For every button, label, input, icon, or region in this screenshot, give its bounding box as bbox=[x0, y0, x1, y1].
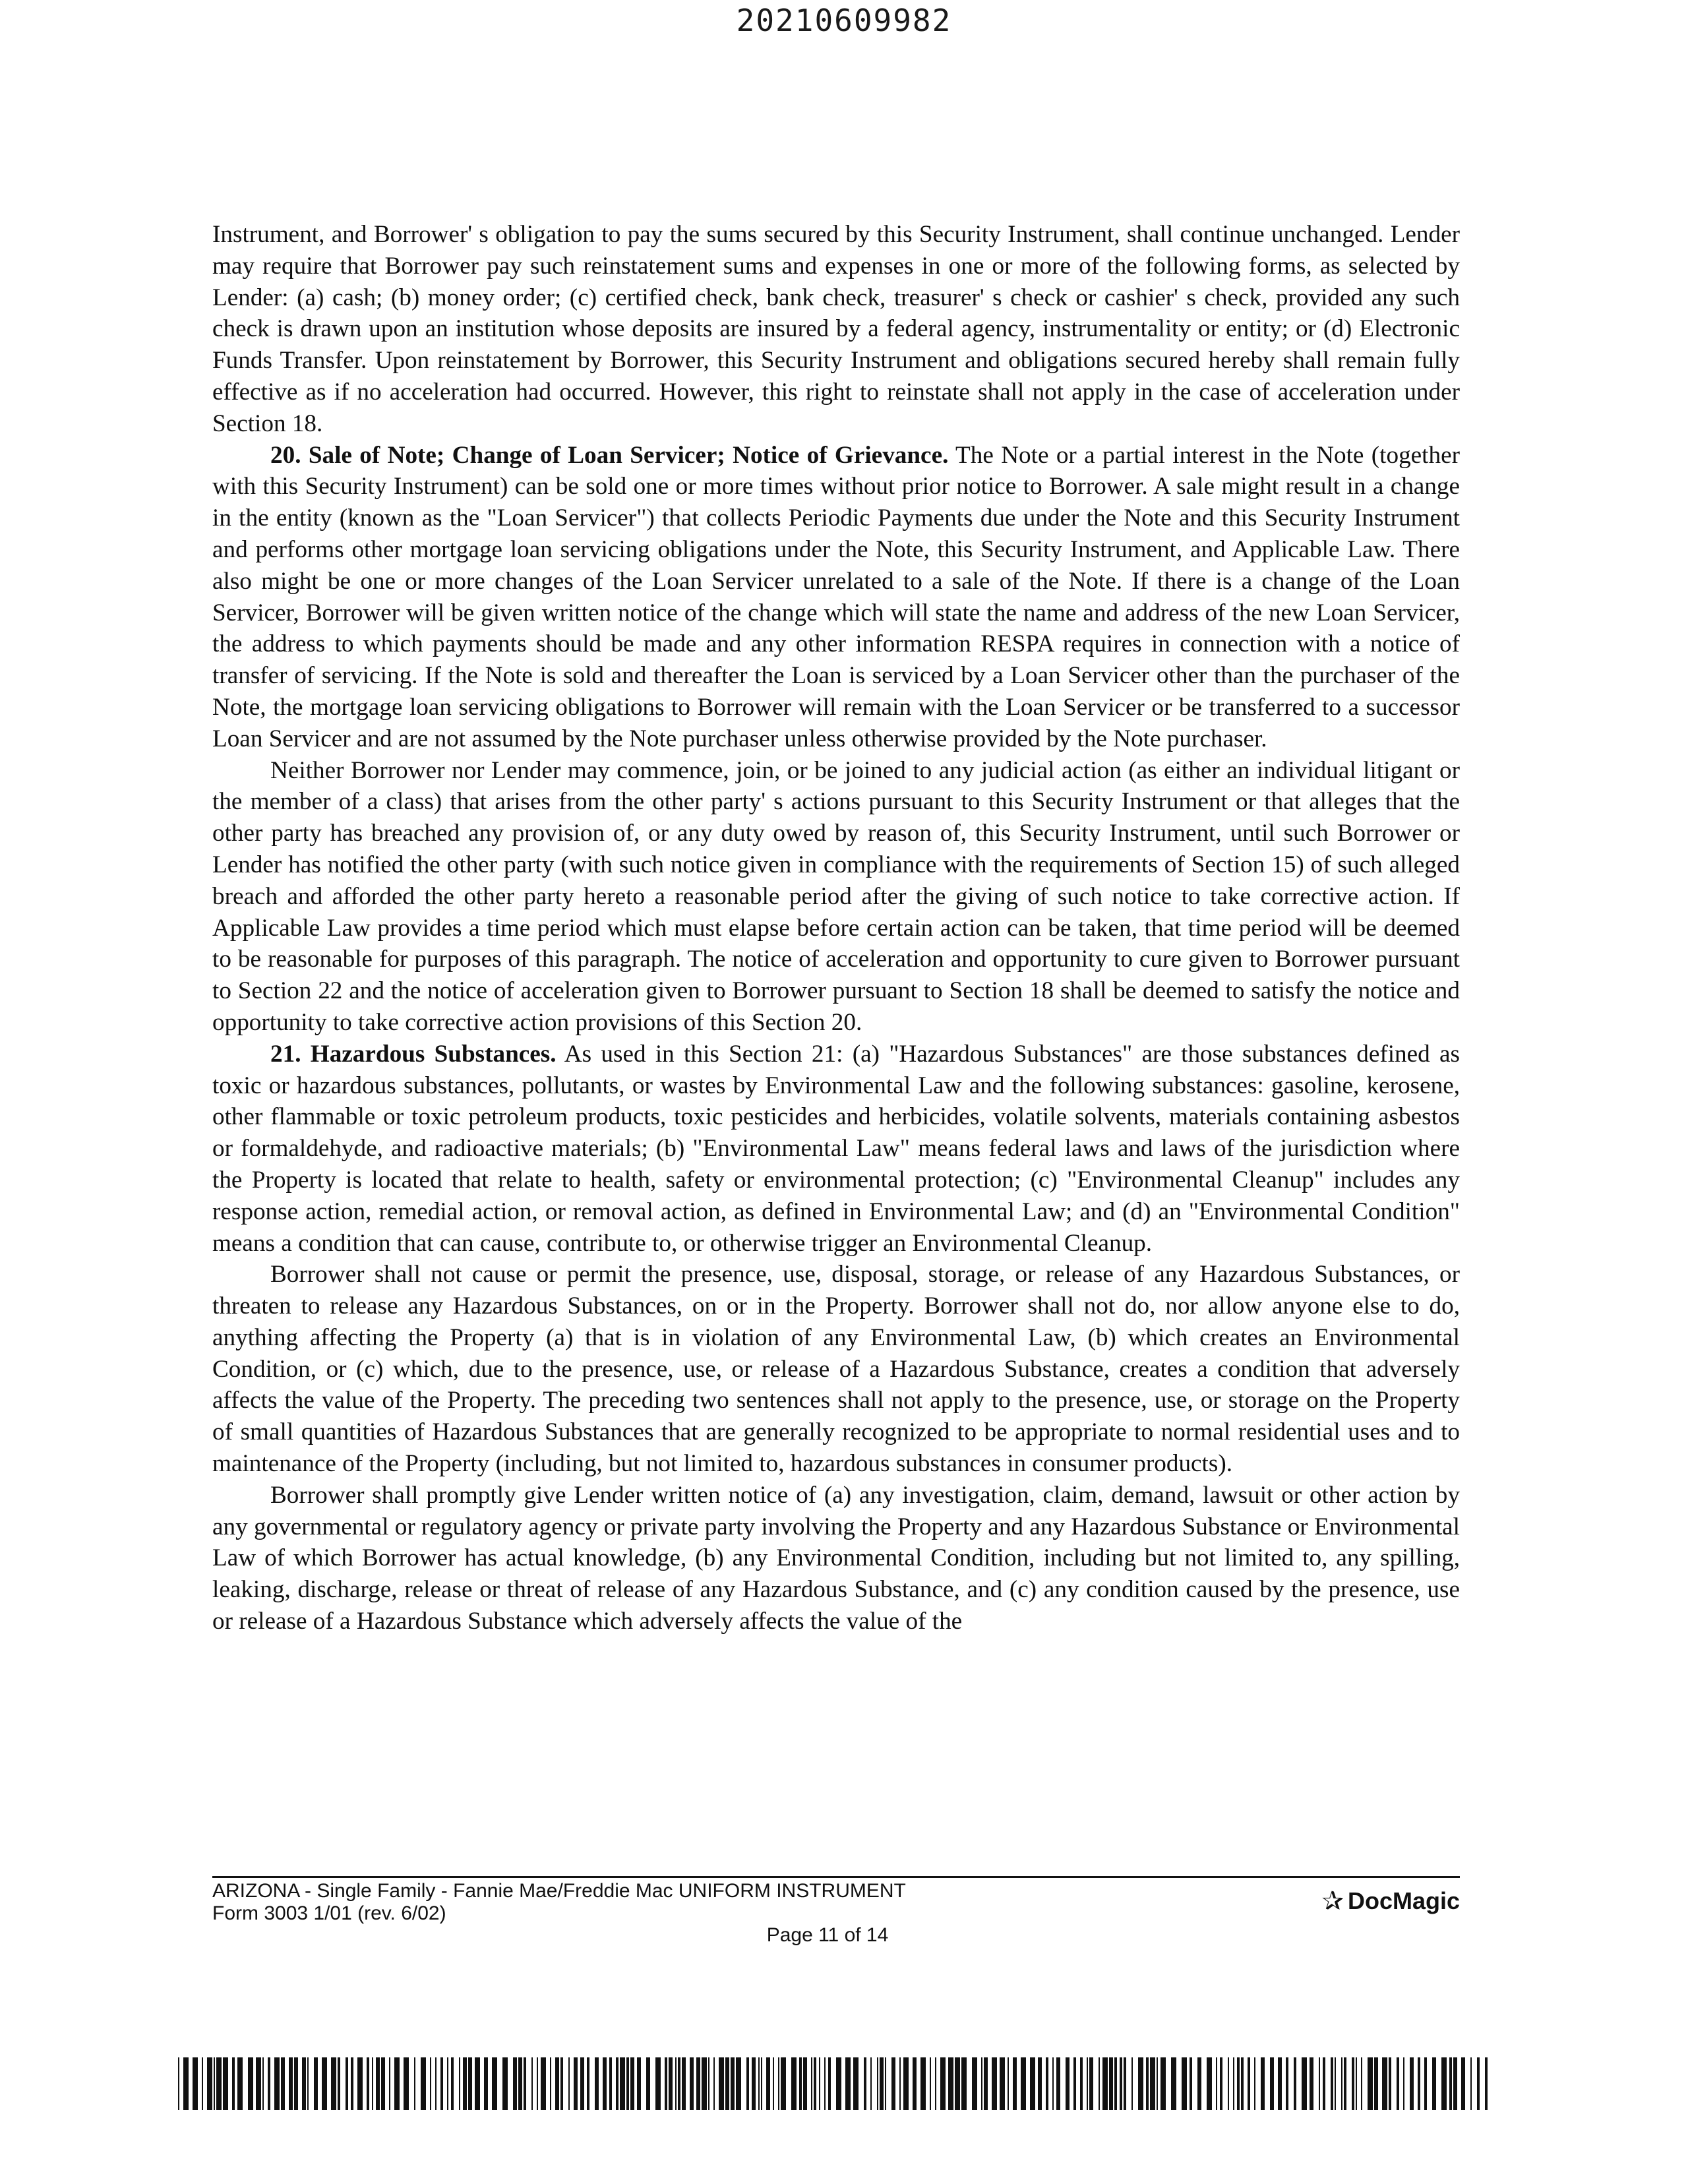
barcode-bar bbox=[1278, 2057, 1282, 2110]
barcode-bar bbox=[940, 2057, 946, 2110]
barcode-bar bbox=[307, 2057, 309, 2110]
barcode-bar bbox=[1197, 2057, 1201, 2110]
barcode-bar bbox=[1248, 2057, 1250, 2110]
barcode-bar bbox=[702, 2057, 707, 2110]
barcode-bar bbox=[484, 2057, 488, 2110]
barcode-bar bbox=[1389, 2057, 1391, 2110]
barcode-bar bbox=[690, 2057, 694, 2110]
barcode-bar bbox=[1410, 2057, 1414, 2110]
barcode-bar bbox=[713, 2057, 715, 2110]
barcode-bar bbox=[1449, 2057, 1452, 2110]
barcode-bar bbox=[828, 2057, 831, 2110]
barcode-bar bbox=[708, 2057, 709, 2110]
barcode-bar bbox=[637, 2057, 641, 2110]
barcode-bar bbox=[696, 2057, 700, 2110]
barcode-bar bbox=[891, 2057, 895, 2110]
barcode-bar bbox=[1485, 2057, 1488, 2110]
barcode-bar bbox=[1361, 2057, 1362, 2110]
barcode-bar bbox=[1080, 2057, 1083, 2110]
barcode-bar bbox=[719, 2057, 724, 2110]
barcode-bar bbox=[475, 2057, 480, 2110]
barcode-bar bbox=[351, 2057, 353, 2110]
paragraph-section-20 bbox=[212, 440, 1460, 755]
barcode-bar bbox=[1418, 2057, 1420, 2110]
barcode-bar bbox=[1310, 2057, 1313, 2110]
barcode-bar bbox=[1220, 2057, 1222, 2110]
paragraph bbox=[212, 755, 1460, 1039]
barcode-bar bbox=[731, 2057, 735, 2110]
barcode-bar bbox=[920, 2057, 926, 2110]
barcode-bar bbox=[414, 2057, 415, 2110]
barcode-bar bbox=[1099, 2057, 1100, 2110]
barcode-bar bbox=[1302, 2057, 1307, 2110]
barcode-bar bbox=[1066, 2057, 1070, 2110]
recording-number: 20210609982 bbox=[736, 3, 952, 38]
barcode-bar bbox=[289, 2057, 293, 2110]
barcode-bar bbox=[761, 2057, 762, 2110]
barcode-bar bbox=[1056, 2057, 1060, 2110]
paragraph bbox=[212, 1259, 1460, 1480]
barcode-bar bbox=[421, 2057, 426, 2110]
barcode-bar bbox=[1109, 2057, 1113, 2110]
barcode-bar bbox=[1403, 2057, 1404, 2110]
barcode-bar bbox=[1374, 2057, 1378, 2110]
barcode-bar bbox=[1120, 2057, 1122, 2110]
paragraph-text: The Note or a partial interest in the Note (together with this Security Instrument) can be sold one or more times without prior notice to Borrower. A sale might result in a change in the entity (known as the "Loan Servicer") that collects Periodic Payments due under the Note and this Security Instrument and performs other mortgage loan servicing obligations under the Note, this Security Instrument, and Applicable Law. There also might be one or more changes of the Loan Servicer unrelated to a sale of the Note. If there is a change of the Loan Servicer, Borrower will be given written notice of the change which will state the name and address of the new Loan Servicer, the address to which payments should be made and any other information RESPA requires in connection with a notice of transfer of servicing. If the Note is sold and thereafter the Loan is serviced by a Loan Servicer other than the purchaser of the Note, the mortgage loan servicing obligations to Borrower will remain with the Loan Servicer or be transferred to a successor Loan Servicer and are not assumed by the Note purchaser unless otherwise provided by the Note purchaser. bbox=[212, 441, 1460, 752]
barcode-bar bbox=[372, 2057, 373, 2110]
barcode-bar bbox=[541, 2057, 546, 2110]
barcode-bar bbox=[1323, 2057, 1325, 2110]
barcode-bar bbox=[766, 2057, 770, 2110]
barcode-bar bbox=[193, 2057, 198, 2110]
barcode-bar bbox=[595, 2057, 599, 2110]
barcode-bar bbox=[1038, 2057, 1042, 2110]
barcode-bar bbox=[357, 2057, 363, 2110]
barcode-bar bbox=[268, 2057, 270, 2110]
barcode-bar bbox=[1008, 2057, 1009, 2110]
barcode-bar bbox=[984, 2057, 988, 2110]
barcode-bar bbox=[1102, 2057, 1108, 2110]
barcode-bar bbox=[537, 2057, 538, 2110]
barcode-bar bbox=[524, 2057, 526, 2110]
barcode-bar bbox=[468, 2057, 472, 2110]
paragraph-text: As used in this Section 21: (a) "Hazardous Substances" are those substances defined as toxic or hazardous substances, pollutants, or wastes by Environmental Law and the following substances: gasoline, kerosene, other flammable or toxic petroleum products, toxic pesticides and herbicides, volatile solvents, materials containing asbestos or formaldehyde, and radioactive materials; (b) "Environmental Law" means federal laws and laws of the jurisdiction where the Property is located that relate to health, safety or environmental protection; (c) "Environmental Cleanup" includes any response action, remedial action, or removal action, as defined in Environmental Law; and (d) an "Environmental Condition" means a condition that can cause, contribute to, or otherwise trigger an Environmental Cleanup. bbox=[212, 1040, 1460, 1257]
barcode-bar bbox=[346, 2057, 348, 2110]
barcode-bar bbox=[1124, 2057, 1126, 2110]
barcode-bar bbox=[1030, 2057, 1035, 2110]
barcode-bar bbox=[853, 2057, 859, 2110]
barcode-bar bbox=[824, 2057, 826, 2110]
barcode-bar bbox=[223, 2057, 228, 2110]
barcode-bar bbox=[1052, 2057, 1054, 2110]
barcode-bar bbox=[778, 2057, 779, 2110]
form-number: Form 3003 1/01 (rev. 6/02) bbox=[212, 1902, 446, 1924]
barcode-bar bbox=[178, 2057, 179, 2110]
barcode-bar bbox=[819, 2057, 820, 2110]
barcode-bar bbox=[294, 2057, 298, 2110]
star-icon: ✰ bbox=[1321, 1887, 1344, 1916]
document-body bbox=[212, 219, 1460, 1637]
barcode-bar bbox=[948, 2057, 953, 2110]
barcode-bar bbox=[913, 2057, 917, 2110]
barcode-bar bbox=[447, 2057, 448, 2110]
barcode-bar bbox=[791, 2057, 797, 2110]
barcode-bar bbox=[1368, 2057, 1373, 2110]
barcode-bar bbox=[1233, 2057, 1234, 2110]
barcode-bar bbox=[675, 2057, 677, 2110]
barcode-bar bbox=[1331, 2057, 1333, 2110]
barcode-bar bbox=[870, 2057, 872, 2110]
paragraph-text: Instrument, and Borrower' s obligation to pay the sums secured by this Security Instrument, shall continue unchanged. Lender may require that Borrower pay such reinstatement sums and expenses in one or more of the following forms, as selected by Lender: (a) cash; (b) money order; (c) certified check, bank check, treasurer' s check or cashier' s check, provided any such check is drawn upon an institution whose deposits are insured by a federal agency, instrumentality or entity; or (d) Electronic Funds Transfer. Upon reinstatement by Borrower, this Security Instrument and obligations secured hereby shall remain fully effective as if no acceleration had occurred. However, this right to reinstate shall not apply in the case of acceleration under Section 18. bbox=[212, 221, 1460, 437]
barcode-bar bbox=[248, 2057, 253, 2110]
barcode-bar bbox=[880, 2057, 884, 2110]
barcode-bar bbox=[845, 2057, 851, 2110]
paragraph-text: Borrower shall promptly give Lender written notice of (a) any investigation, claim, demand, lawsuit or other action by any governmental or regulatory agency or private party involving the Property and any Hazardous Substance or Environmental Law of which Borrower has actual knowledge, (b) any Environmental Condition, including but not limited to, any spilling, leaking, discharge, release or threat of release of any Hazardous Substance, and (c) any condition caused by the presence, use or release of a Hazardous Substance which adversely affects the value of the bbox=[212, 1481, 1460, 1635]
barcode-bar bbox=[367, 2057, 369, 2110]
barcode-bar bbox=[555, 2057, 559, 2110]
barcode-bar bbox=[492, 2057, 497, 2110]
section-heading: 20. Sale of Note; Change of Loan Servicer; Notice of Grievance. bbox=[270, 441, 949, 469]
barcode-bar bbox=[568, 2057, 570, 2110]
barcode-bar bbox=[214, 2057, 215, 2110]
barcode-bar bbox=[811, 2057, 812, 2110]
barcode-bar bbox=[1344, 2057, 1346, 2110]
barcode-bar bbox=[314, 2057, 318, 2110]
footer-divider bbox=[212, 1876, 1460, 1878]
barcode-bar bbox=[1270, 2057, 1274, 2110]
barcode-bar bbox=[630, 2057, 634, 2110]
barcode-bar bbox=[1190, 2057, 1192, 2110]
barcode-bar bbox=[961, 2057, 967, 2110]
barcode-bar bbox=[440, 2057, 443, 2110]
paragraph bbox=[212, 1480, 1460, 1637]
barcode-bar bbox=[746, 2057, 749, 2110]
barcode-bar bbox=[877, 2057, 878, 2110]
barcode-bar bbox=[1138, 2057, 1143, 2110]
barcode-bar bbox=[781, 2057, 786, 2110]
barcode-bar bbox=[799, 2057, 802, 2110]
barcode-bar bbox=[430, 2057, 431, 2110]
barcode-bar bbox=[262, 2057, 264, 2110]
barcode-bar bbox=[1160, 2057, 1166, 2110]
barcode-bar bbox=[1073, 2057, 1076, 2110]
barcode-bar bbox=[1432, 2057, 1436, 2110]
barcode-bar bbox=[1046, 2057, 1048, 2110]
barcode-bar bbox=[1397, 2057, 1399, 2110]
barcode-bar bbox=[603, 2057, 607, 2110]
barcode-bar bbox=[281, 2057, 285, 2110]
barcode-bar bbox=[1228, 2057, 1229, 2110]
form-title: ARIZONA - Single Family - Fannie Mae/Freddie Mac UNIFORM INSTRUMENT bbox=[212, 1880, 906, 1902]
barcode-bar bbox=[616, 2057, 618, 2110]
paragraph bbox=[212, 219, 1460, 440]
barcode-bar bbox=[1261, 2057, 1265, 2110]
barcode-bar bbox=[580, 2057, 584, 2110]
barcode-bar bbox=[885, 2057, 886, 2110]
barcode-bar bbox=[1131, 2057, 1133, 2110]
barcode-bar bbox=[216, 2057, 222, 2110]
barcode-bar bbox=[955, 2057, 960, 2110]
barcode-bar bbox=[609, 2057, 612, 2110]
barcode-bar bbox=[1237, 2057, 1240, 2110]
barcode-bar bbox=[626, 2057, 629, 2110]
page-number: Page 11 of 14 bbox=[766, 1924, 889, 1946]
barcode-bar bbox=[1146, 2057, 1149, 2110]
barcode-bar bbox=[1335, 2057, 1336, 2110]
barcode-bar bbox=[972, 2057, 977, 2110]
barcode-bar bbox=[183, 2057, 189, 2110]
barcode-bar bbox=[207, 2057, 212, 2110]
barcode-bar bbox=[930, 2057, 931, 2110]
barcode-bar bbox=[502, 2057, 508, 2110]
barcode-bar bbox=[1382, 2057, 1387, 2110]
barcode bbox=[178, 2057, 1492, 2110]
barcode-bar bbox=[669, 2057, 673, 2110]
barcode-bar bbox=[463, 2057, 467, 2110]
paragraph-text: Neither Borrower nor Lender may commence, join, or be joined to any judicial action (as either an individual litigant or the member of a class) that arises from the other party' s actions pursuant to this Security Instrument or that alleges that the other party has breached any provision of, or any duty owed by reason of, this Security Instrument, until such Borrower or Lender has notified the other party (with such notice given in compliance with the requirements of Section 15) of such alleged breach and afforded the other party hereto a reasonable period after the giving of such notice to take corrective action. If Applicable Law provides a time period which must elapse before certain action can be taken, that time period will be deemed to be reasonable for purposes of this paragraph. The notice of acceleration and opportunity to cure given to Borrower pursuant to Section 22 and the notice of acceleration given to Borrower pursuant to Section 18 shall be deemed to satisfy the notice and opportunity to take corrective action provisions of this Section 20. bbox=[212, 756, 1460, 1036]
barcode-bar bbox=[1157, 2057, 1158, 2110]
barcode-bar bbox=[682, 2057, 686, 2110]
barcode-bar bbox=[322, 2057, 327, 2110]
barcode-bar bbox=[513, 2057, 517, 2110]
barcode-bar bbox=[646, 2057, 650, 2110]
barcode-bar bbox=[302, 2057, 306, 2110]
barcode-bar bbox=[232, 2057, 235, 2110]
barcode-bar bbox=[655, 2057, 661, 2110]
barcode-bar bbox=[665, 2057, 667, 2110]
barcode-bar bbox=[1021, 2057, 1026, 2110]
barcode-bar bbox=[389, 2057, 390, 2110]
section-heading: 21. Hazardous Substances. bbox=[270, 1040, 557, 1068]
barcode-bar bbox=[587, 2057, 589, 2110]
barcode-bar bbox=[1286, 2057, 1288, 2110]
barcode-bar bbox=[1171, 2057, 1176, 2110]
barcode-bar bbox=[1461, 2057, 1465, 2110]
barcode-bar bbox=[1470, 2057, 1472, 2110]
barcode-bar bbox=[992, 2057, 997, 2110]
barcode-bar bbox=[338, 2057, 340, 2110]
barcode-bar bbox=[1441, 2057, 1447, 2110]
barcode-bar bbox=[1000, 2057, 1005, 2110]
barcode-bar bbox=[451, 2057, 454, 2110]
barcode-bar bbox=[1241, 2057, 1244, 2110]
barcode-bar bbox=[836, 2057, 841, 2110]
barcode-bar bbox=[899, 2057, 901, 2110]
barcode-bar bbox=[678, 2057, 680, 2110]
barcode-bar bbox=[1341, 2057, 1342, 2110]
barcode-bar bbox=[381, 2057, 385, 2110]
barcode-bar bbox=[620, 2057, 625, 2110]
barcode-bar bbox=[725, 2057, 729, 2110]
barcode-bar bbox=[1424, 2057, 1427, 2110]
barcode-bar bbox=[531, 2057, 533, 2110]
barcode-bar bbox=[560, 2057, 563, 2110]
barcode-bar bbox=[274, 2057, 280, 2110]
barcode-bar bbox=[1207, 2057, 1212, 2110]
barcode-bar bbox=[256, 2057, 261, 2110]
barcode-bar bbox=[981, 2057, 982, 2110]
barcode-bar bbox=[376, 2057, 380, 2110]
barcode-bar bbox=[1114, 2057, 1117, 2110]
barcode-bar bbox=[803, 2057, 807, 2110]
barcode-bar bbox=[1216, 2057, 1217, 2110]
barcode-bar bbox=[752, 2057, 756, 2110]
barcode-bar bbox=[435, 2057, 437, 2110]
paragraph-text: Borrower shall not cause or permit the presence, use, disposal, storage, or release of any Hazardous Substances, or threaten to release any Hazardous Substances, on or in the Property. Borrower shall not do, nor allow anyone else to do, anything affecting the Property (a) that is in violation of any Environmental Law, (b) which creates an Environmental Condition, or (c) which, due to the presence, use, or release of a Hazardous Substance, creates a condition that adversely affects the value of the Property. The preceding two sentences shall not apply to the presence, use, or storage on the Property of small quantities of Hazardous Substances that are generally recognized to be appropriate to normal residential uses and to maintenance of the Property (including, but not limited to, hazardous substances in consumer products). bbox=[212, 1261, 1460, 1478]
barcode-bar bbox=[1013, 2057, 1017, 2110]
barcode-bar bbox=[1477, 2057, 1480, 2110]
barcode-bar bbox=[1150, 2057, 1155, 2110]
barcode-bar bbox=[1087, 2057, 1088, 2110]
barcode-bar bbox=[459, 2057, 460, 2110]
barcode-bar bbox=[518, 2057, 522, 2110]
barcode-bar bbox=[1319, 2057, 1320, 2110]
barcode-bar bbox=[1453, 2057, 1457, 2110]
barcode-bar bbox=[574, 2057, 578, 2110]
barcode-bar bbox=[394, 2057, 400, 2110]
barcode-bar bbox=[758, 2057, 760, 2110]
paragraph-section-21 bbox=[212, 1039, 1460, 1259]
barcode-bar bbox=[1352, 2057, 1354, 2110]
barcode-bar bbox=[736, 2057, 741, 2110]
barcode-bar bbox=[1182, 2057, 1187, 2110]
barcode-bar bbox=[903, 2057, 909, 2110]
brand-logo bbox=[1321, 1886, 1460, 1916]
barcode-bar bbox=[550, 2057, 551, 2110]
barcode-bar bbox=[1254, 2057, 1255, 2110]
brand-name: DocMagic bbox=[1347, 1887, 1460, 1914]
barcode-bar bbox=[404, 2057, 409, 2110]
barcode-bar bbox=[1356, 2057, 1357, 2110]
barcode-bar bbox=[864, 2057, 866, 2110]
barcode-bar bbox=[1089, 2057, 1093, 2110]
barcode-bar bbox=[237, 2057, 243, 2110]
barcode-bar bbox=[331, 2057, 336, 2110]
barcode-bar bbox=[814, 2057, 816, 2110]
barcode-bar bbox=[773, 2057, 774, 2110]
footer-form-info bbox=[212, 1880, 906, 1925]
barcode-bar bbox=[935, 2057, 936, 2110]
barcode-bar bbox=[202, 2057, 203, 2110]
barcode-bar bbox=[1294, 2057, 1296, 2110]
